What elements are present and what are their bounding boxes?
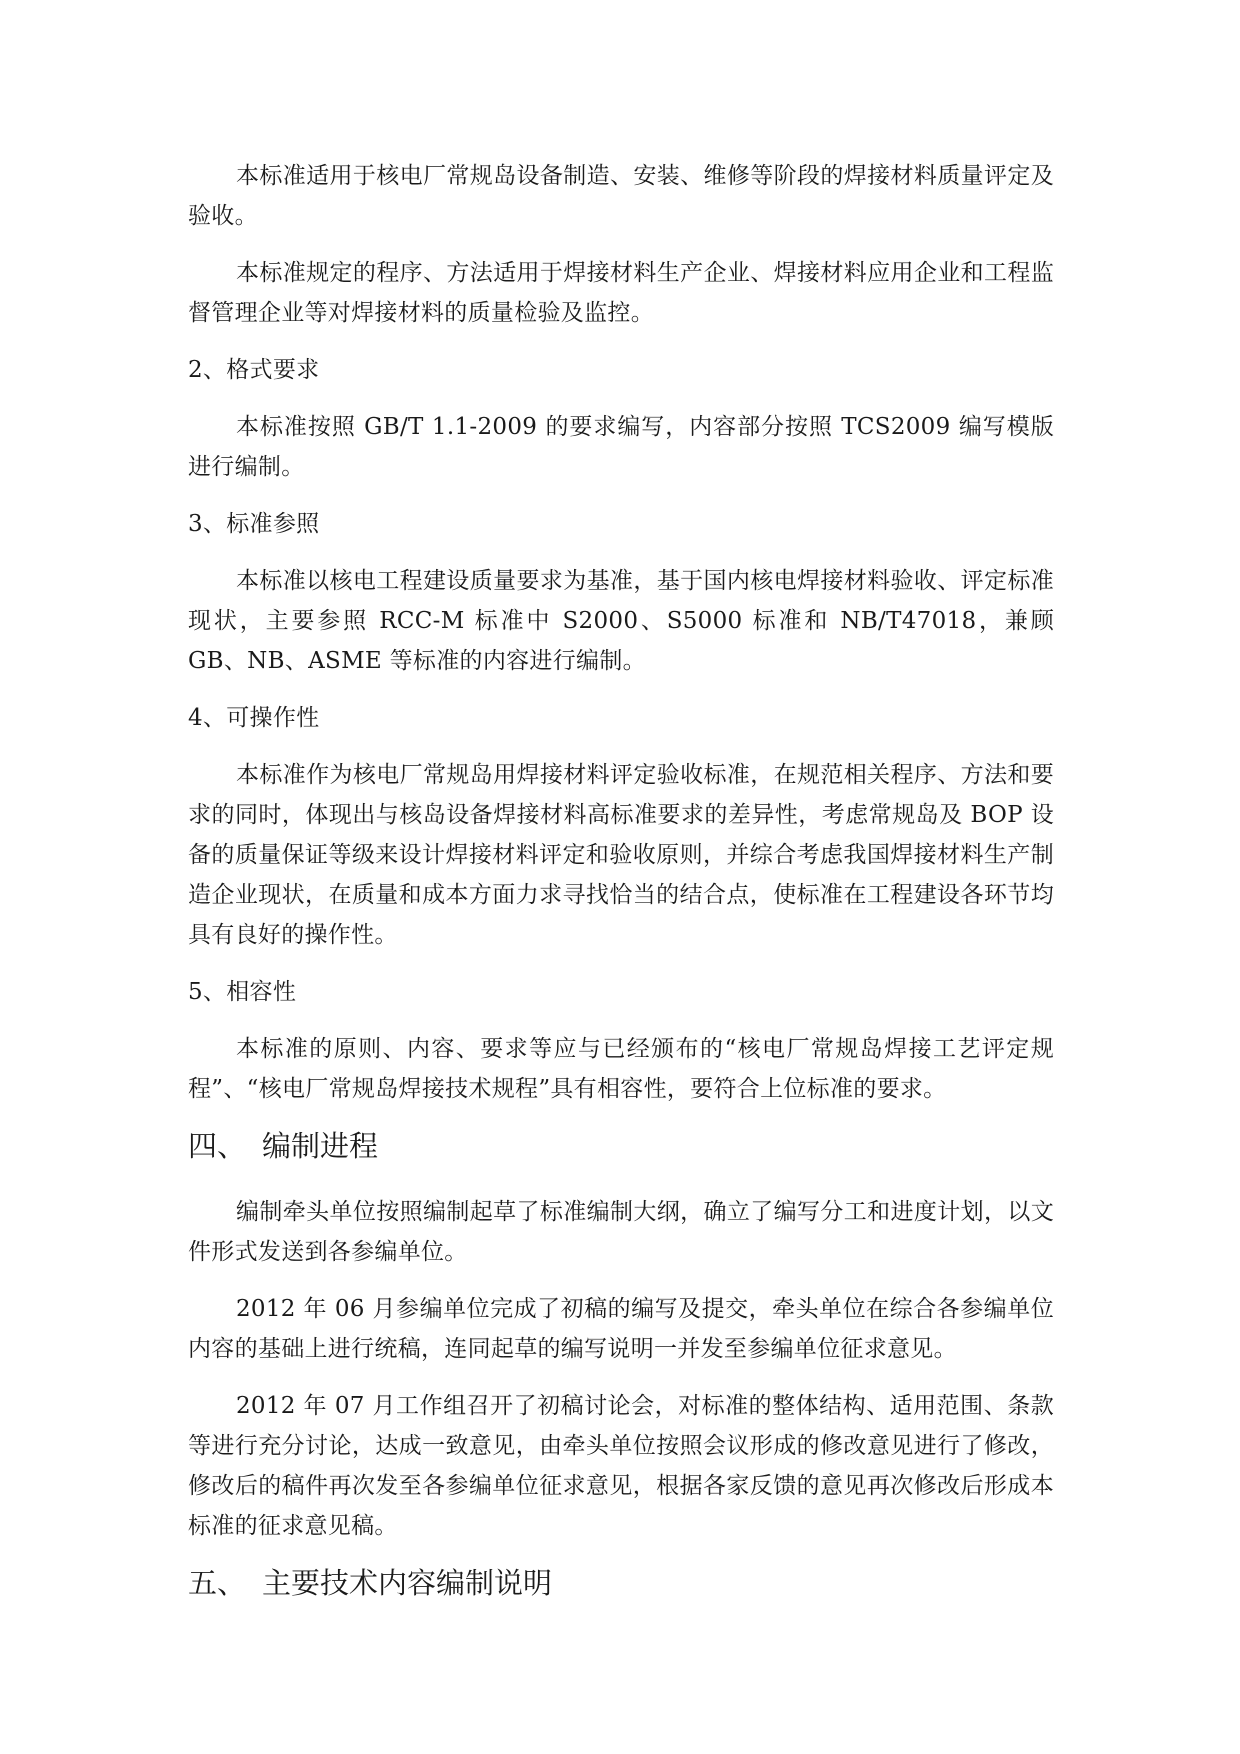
section-heading-technical-content <box>188 1563 1054 1603</box>
paragraph-format: 本标准按照 GB/T 1.1-2009 的要求编写，内容部分按照 TCS2009 编写模版进行编制。 <box>188 414 1054 480</box>
document-page <box>188 156 1054 1629</box>
item-compatibility: 5、相容性 <box>188 979 297 1005</box>
item-format-requirements: 2、格式要求 <box>188 357 320 383</box>
section-number: 五、 <box>188 1566 247 1600</box>
paragraph-july-meeting: 2012 年 07 月工作组召开了初稿讨论会，对标准的整体结构、适用范围、条款等进行充分讨论，达成一致意见，由牵头单位按照会议形成的修改意见进行了修改，修改后的稿件再次发至各参编单位征求意见，根据各家反馈的意见再次修改后形成本标准的征求意见稿。 <box>188 1393 1054 1539</box>
paragraph-scope: 本标准适用于核电厂常规岛设备制造、安装、维修等阶段的焊接材料质量评定及验收。 <box>188 163 1054 229</box>
paragraph-operability: 本标准作为核电厂常规岛用焊接材料评定验收标准，在规范相关程序、方法和要求的同时，体现出与核岛设备焊接材料高标准要求的差异性，考虑常规岛及 BOP 设备的质量保证等级来设计焊接材料评定和验收原则，并综合考虑我国焊接材料生产制造企业现状，在质量和成本方面力求寻找恰当的结合点，使标准在工程建设各环节均具有良好的操作性。 <box>188 762 1054 948</box>
section-heading-progress <box>188 1126 1054 1166</box>
section-title: 编制进程 <box>262 1129 379 1163</box>
paragraph-june-draft: 2012 年 06 月参编单位完成了初稿的编写及提交，牵头单位在综合各参编单位内容的基础上进行统稿，连同起草的编写说明一并发至参编单位征求意见。 <box>188 1296 1054 1362</box>
paragraph-outline: 编制牵头单位按照编制起草了标准编制大纲，确立了编写分工和进度计划，以文件形式发送到各参编单位。 <box>188 1199 1054 1265</box>
paragraph-procedures: 本标准规定的程序、方法适用于焊接材料生产企业、焊接材料应用企业和工程监督管理企业等对焊接材料的质量检验及监控。 <box>188 260 1054 326</box>
item-operability: 4、可操作性 <box>188 705 320 731</box>
paragraph-compatibility: 本标准的原则、内容、要求等应与已经颁布的“核电厂常规岛焊接工艺评定规程”、“核电厂常规岛焊接技术规程”具有相容性，要符合上位标准的要求。 <box>188 1036 1054 1102</box>
item-standard-reference: 3、标准参照 <box>188 511 320 537</box>
section-number: 四、 <box>188 1129 247 1163</box>
section-title: 主要技术内容编制说明 <box>262 1566 553 1600</box>
paragraph-reference: 本标准以核电工程建设质量要求为基准，基于国内核电焊接材料验收、评定标准现状，主要参照 RCC-M 标准中 S2000、S5000 标准和 NB/T47018，兼顾 GB、NB、ASME 等标准的内容进行编制。 <box>188 568 1054 674</box>
